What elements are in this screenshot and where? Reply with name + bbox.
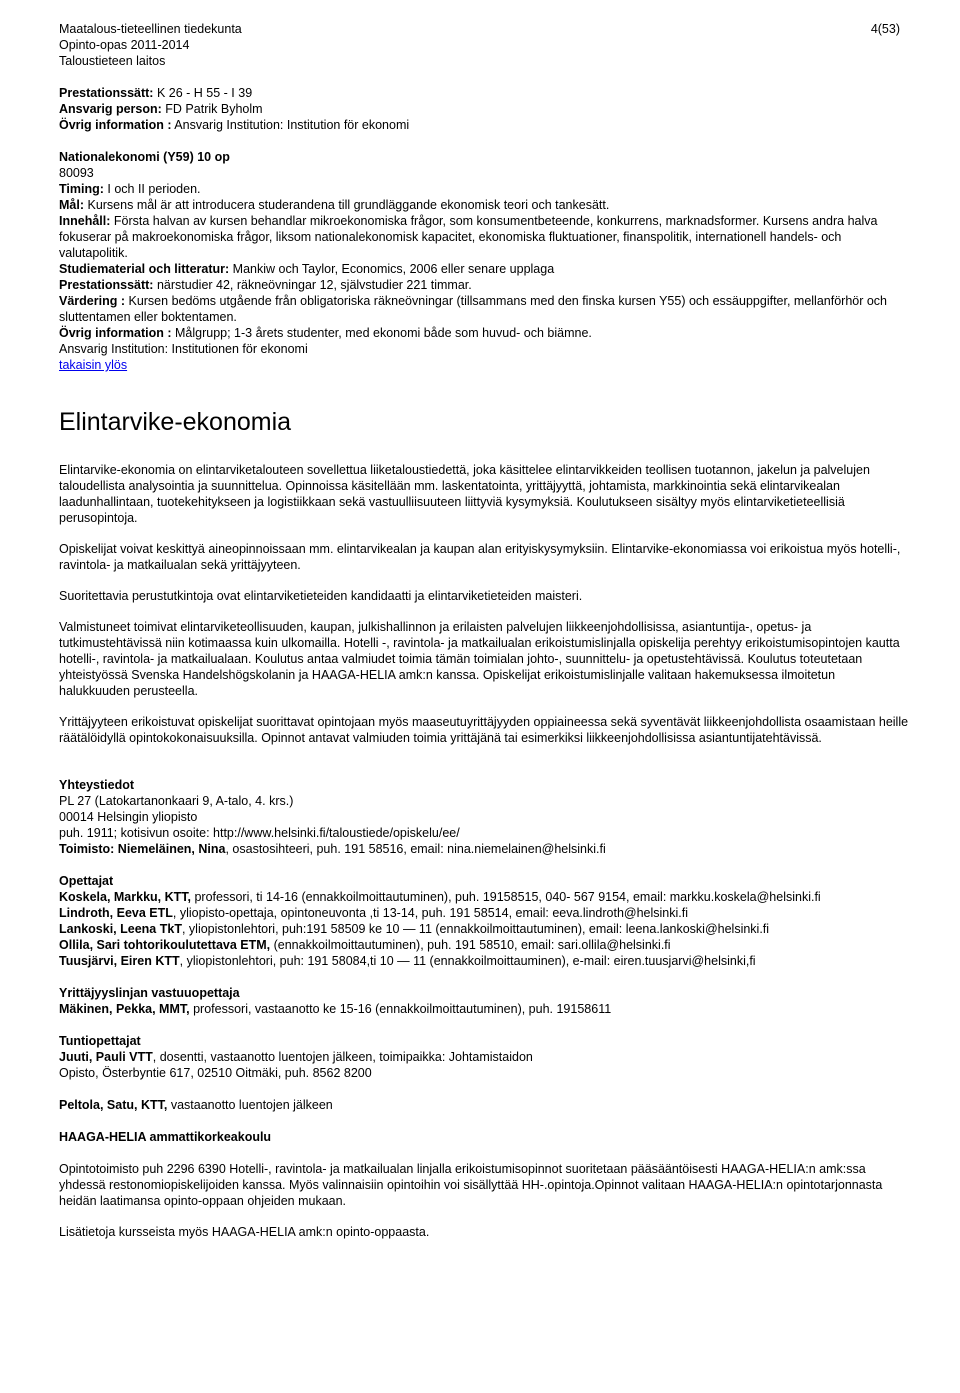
page-number: 4(53) — [870, 22, 900, 36]
hourly-teachers-title: Tuntiopettajat — [59, 1034, 141, 1048]
haaga-helia-block — [59, 1129, 909, 1240]
exam-label: Prestationssätt: — [59, 278, 154, 292]
contact-postal: 00014 Helsingin yliopisto — [59, 810, 198, 824]
timing-value: I och II perioden. — [107, 182, 201, 196]
teacher-name: Ollila, Sari tohtorikoulutettava ETM, — [59, 938, 271, 952]
other-info-value: Ansvarig Institution: Institution för ekonomi — [174, 118, 410, 132]
content-label: Innehåll: — [59, 214, 111, 228]
responsible-institution: Ansvarig Institution: Institutionen för ekonomi — [59, 342, 308, 356]
course-nationalekonomi — [59, 149, 909, 373]
section-heading: Elintarvike-ekonomia — [59, 408, 292, 436]
timing-label: Timing: — [59, 182, 104, 196]
section-paragraph: Elintarvike-ekonomia on elintarviketalouteen sovellettua liiketaloustiedettä, joka käsittelee elintarvikkeiden teollisen tuotannon, jakelun ja palvelujen taloudellista analysointia ja suunnittelua. Opinnoissa käsitellään mm. laskentatointa, yrittäjyyttä, johtamista, markkinointia sekä elintarvikealan laadunhallintaan, tuotekehitykseen ja logistiikkaan sekä vastuulliisuuteen liittyviä kysymyksiä. Koulutukseen sisältyy myös elintarviketieteellisiä perusopintoja. — [59, 463, 870, 525]
teacher-item — [59, 889, 909, 905]
hourly-teachers-block — [59, 1033, 909, 1113]
teacher-item — [59, 905, 909, 921]
juuti-address: Opisto, Österbyntie 617, 02510 Oitmäki, puh. 8562 8200 — [59, 1066, 372, 1080]
contact-block — [59, 777, 909, 857]
document-page — [59, 21, 909, 1240]
entrepreneurship-block — [59, 985, 909, 1017]
entrepreneurship-teacher-details: professori, vastaanotto ke 15-16 (ennakkoilmoittautuminen), puh. 19158611 — [189, 1002, 612, 1016]
course-other-label: Övrig information : — [59, 326, 172, 340]
examination-value: K 26 - H 55 - I 39 — [156, 86, 253, 100]
teacher-item — [59, 937, 909, 953]
section-intro — [59, 462, 909, 746]
section-paragraph: Yrittäjyyteen erikoistuvat opiskelijat suorittavat opintojaan myös maaseutuyrittäjyyden oppiaineessa sekä syventävät liikkeenjohdollista osaamistaan heille räätälöidyllä opintokokonaisuuksilla. Opinnot antavat valmiuden toimia yrittäjänä tai esimerkiksi liikkeenjohdollisissa asiantuntijatehtävissä. — [59, 715, 909, 745]
material-label: Studiematerial och litteratur: — [59, 262, 230, 276]
previous-course-details — [59, 85, 909, 133]
peltola-name: Peltola, Satu, KTT, — [59, 1098, 168, 1112]
material-value: Mankiw och Taylor, Economics, 2006 eller senare upplaga — [232, 262, 555, 276]
department-name: Taloustieteen laitos — [59, 54, 166, 68]
haaga-helia-more: Lisätietoja kursseista myös HAAGA-HELIA amk:n opinto-oppaasta. — [59, 1225, 430, 1239]
teacher-name: Lankoski, Leena TkT — [59, 922, 182, 936]
teacher-item — [59, 921, 909, 937]
section-paragraph: Suoritettavia perustutkintoja ovat elintarviketieteiden kandidaatti ja elintarviketieteiden maisteri. — [59, 589, 583, 603]
back-to-top-link[interactable]: takaisin ylös — [59, 358, 128, 372]
contact-title: Yhteystiedot — [59, 778, 135, 792]
faculty-name: Maatalous-tieteellinen tiedekunta — [59, 22, 242, 36]
study-guide-title: Opinto-opas 2011-2014 — [59, 38, 190, 52]
entrepreneurship-title: Yrittäjyyslinjan vastuuopettaja — [59, 986, 240, 1000]
teacher-name: Koskela, Markku, KTT, — [59, 890, 191, 904]
section-paragraph: Opiskelijat voivat keskittyä aineopinnoissaan mm. elintarvikealan ja kaupan alan erityiskysymyksiin. Elintarvike-ekonomiassa voi erikoistua myös hotelli-, ravintola- ja matkailualan sekä yrittäjyyteen. — [59, 542, 901, 572]
evaluation-label: Värdering : — [59, 294, 125, 308]
other-info-label: Övrig information : — [59, 118, 172, 132]
teacher-details: , yliopisto-opettaja, opintoneuvonta ,ti 13-14, puh. 191 58514, email: eeva.lindroth@helsinki.fi — [172, 906, 689, 920]
contact-address: PL 27 (Latokartanonkaari 9, A-talo, 4. krs.) — [59, 794, 294, 808]
teachers-block — [59, 873, 909, 969]
teacher-details: (ennakkoilmoittautuminen), puh. 191 58510, email: sari.ollila@helsinki.fi — [270, 938, 671, 952]
haaga-helia-title: HAAGA-HELIA ammattikorkeakoulu — [59, 1130, 272, 1144]
examination-label: Prestationssätt: — [59, 86, 154, 100]
course-title: Nationalekonomi (Y59) 10 op — [59, 150, 230, 164]
office-name: Toimisto: Niemeläinen, Nina — [59, 842, 226, 856]
teacher-name: Lindroth, Eeva ETL — [59, 906, 173, 920]
course-code: 80093 — [59, 166, 94, 180]
page-header — [59, 21, 909, 69]
entrepreneurship-teacher-name: Mäkinen, Pekka, MMT, — [59, 1002, 190, 1016]
goal-label: Mål: — [59, 198, 84, 212]
office-details: , osastosihteeri, puh. 191 58516, email: nina.niemelainen@helsinki.fi — [225, 842, 606, 856]
content-value: Första halvan av kursen behandlar mikroekonomiska frågor, som konsumentbeteende, konkurrens, marknadsformer. Kursens andra halva fokuserar på makroekonomiska frågor, liksom nationalekonomisk kapacitet, ekonomiska fluktuationer, finanspolitik, internationell handels- och valutapolitik. — [59, 214, 878, 260]
evaluation-value: Kursen bedöms utgående från obligatoriska räkneövningar (tillsammans med den finska kursen Y55) och essäuppgifter, mellanförhör och sluttentamen eller boktentamen. — [59, 294, 888, 324]
responsible-label: Ansvarig person: — [59, 102, 162, 116]
teacher-details: professori, ti 14-16 (ennakkoilmoittautuminen), puh. 19158515, 040- 567 9154, email: markku.koskela@helsinki.fi — [191, 890, 821, 904]
course-other-value: Målgrupp; 1-3 årets studenter, med ekonomi både som huvud- och biämne. — [174, 326, 592, 340]
goal-value: Kursens mål är att introducera studerandena till grundläggande ekonomisk teori och tankesätt. — [87, 198, 610, 212]
teachers-title: Opettajat — [59, 874, 114, 888]
exam-value: närstudier 42, räkneövningar 12, självstudier 221 timmar. — [156, 278, 472, 292]
teacher-item — [59, 953, 909, 969]
section-paragraph: Valmistuneet toimivat elintarviketeollisuuden, kaupan, julkishallinnon ja erilaisten palvelujen liikkeenjohdollisissa, asiantuntija-, opetus- ja tutkimustehtävissä niin kotimaassa kuin ulkomailla. Hotelli -, ravintola- ja matkailualan erikoistumislinjalla opiskelija perehtyy erikoistumisopintojen kautta hotelli-, ravintola- ja matkailualaan. Koulutus antaa valmiudet toimia tämän toimialan johto-, suunnittelu- ja opetustehtävissä. Koulutus toteutetaan yhteistyössä Svenska Handelshögskolanin ja HAAGA-HELIA amk:n kanssa. Opiskelijat erikoistumislinjalle valitaan hakemuksessa ilmoitetun halukkuuden perusteella. — [59, 620, 900, 698]
haaga-helia-text: Opintotoimisto puh 2296 6390 Hotelli-, ravintola- ja matkailualan linjalla erikoistumisopinnot suoritetaan pääsääntöisesti HAAGA-HELIA:n amk:ssa yhdessä restonomiopiskelijoiden kanssa. Myös valinnaisiin opintoihin voi sisällyttää HH-.opintoja.Opinnot valitaan HAAGA-HELIA:n opintotarjonnasta heidän laatimansa opinto-oppaan ohjeiden mukaan. — [59, 1162, 883, 1208]
peltola-details: vastaanotto luentojen jälkeen — [167, 1098, 333, 1112]
teacher-name: Tuusjärvi, Eiren KTT — [59, 954, 180, 968]
juuti-name: Juuti, Pauli VTT — [59, 1050, 153, 1064]
juuti-details: , dosentti, vastaanotto luentojen jälkeen, toimipaikka: Johtamistaidon — [152, 1050, 533, 1064]
responsible-value: FD Patrik Byholm — [165, 102, 263, 116]
teacher-details: , yliopistonlehtori, puh:191 58509 ke 10 — 11 (ennakkoilmoittautuminen), email: leena.lankoski@helsinki.fi — [181, 922, 770, 936]
teacher-details: , yliopistonlehtori, puh: 191 58084,ti 10 — 11 (ennakkoilmoittauminen), e-mail: eiren.tuusjarvi@helsinki,fi — [179, 954, 756, 968]
contact-phone-site: puh. 1911; kotisivun osoite: http://www.helsinki.fi/taloustiede/opiskelu/ee/ — [59, 826, 460, 840]
